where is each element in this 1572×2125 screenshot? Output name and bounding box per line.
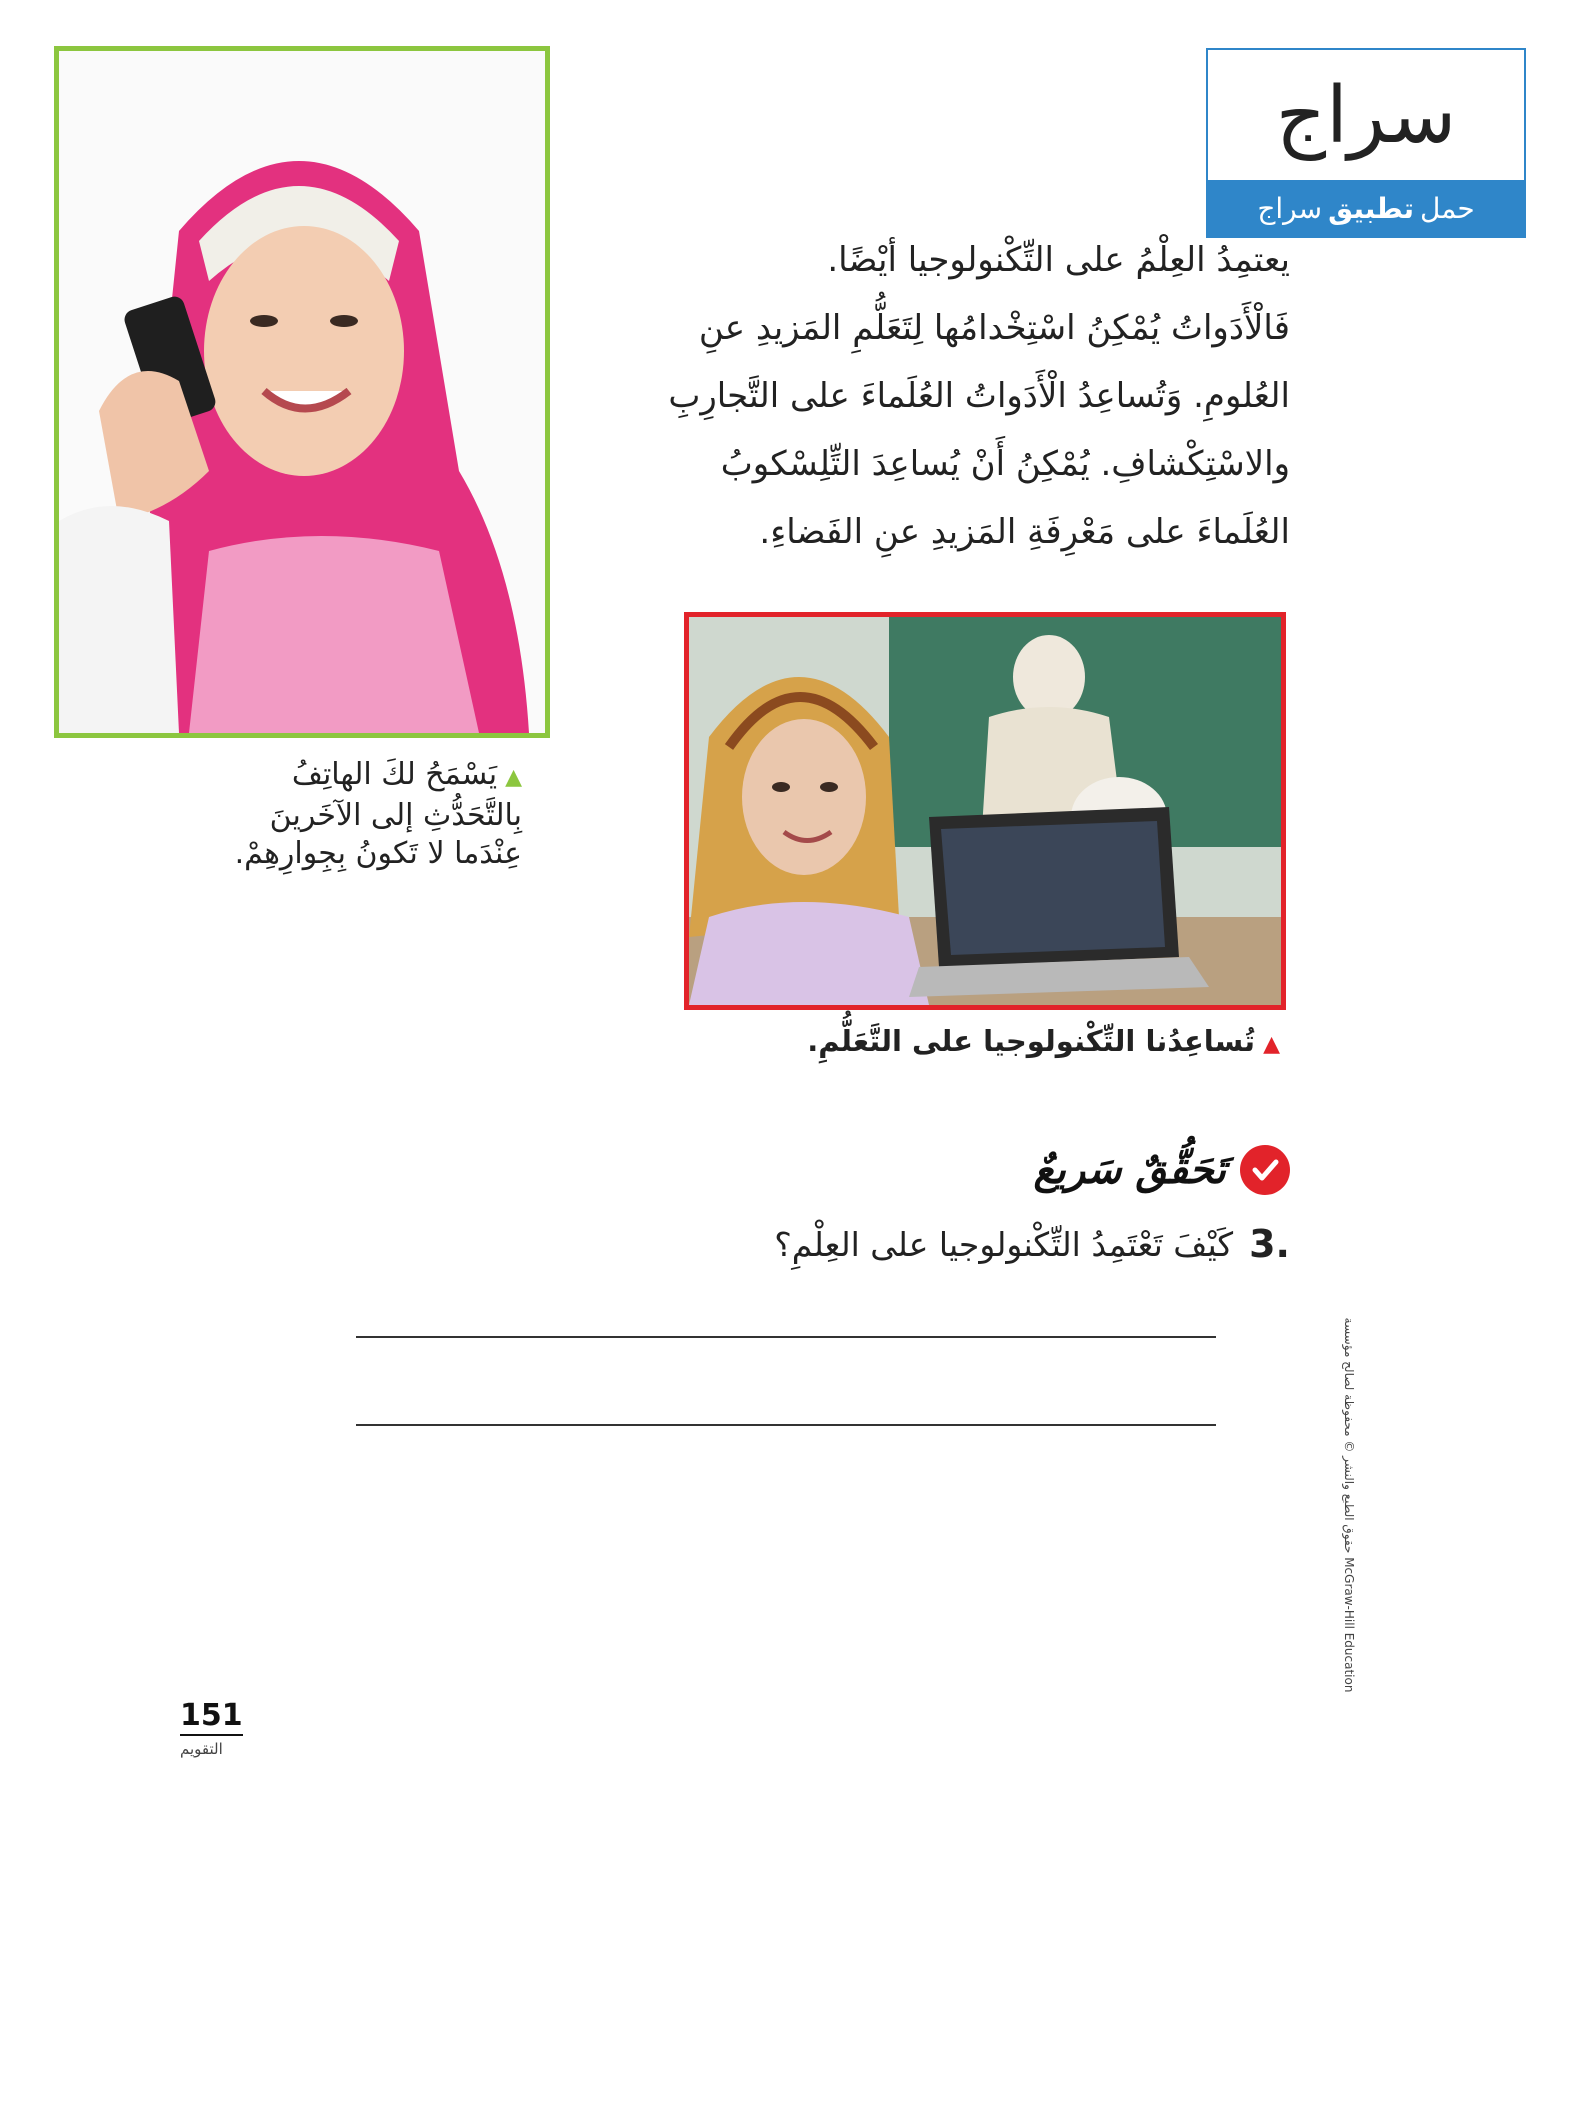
caption-line xyxy=(140,756,522,797)
paragraph-line: والاسْتِكْشافِ. يُمْكِنُ أَنْ يُساعِدَ التِّلِسْكوبُ xyxy=(720,444,1290,484)
paragraph-line: العُلومِ. وَتُساعِدُ الْأَدَواتُ العُلَماءَ على التَّجارِبِ xyxy=(668,376,1290,416)
copyright-text: حقوق الطبع والنشر © محفوظة لصالح مؤسسة McGraw-Hill Education xyxy=(1342,1317,1356,1693)
checkmark-icon xyxy=(1240,1145,1290,1195)
laptop-girl-photo xyxy=(684,612,1286,1010)
caption-text: تُساعِدُنا التِّكْنولوجيا على التَّعَلُّمِ. xyxy=(807,1024,1256,1058)
caption-text: يَسْمَحُ لكَ الهاتِفُ xyxy=(291,757,498,792)
caption-line: عِنْدَما لا تَكونُ بِجِوارِهِمْ. xyxy=(234,836,522,871)
paragraph-line: يعتمِدُ العِلْمُ على التِّكْنولوجيا أيْضًا. xyxy=(827,240,1290,280)
phone-girl-illustration xyxy=(59,51,545,733)
laptop-girl-illustration xyxy=(689,617,1281,1005)
copyright-notice xyxy=(1338,1290,1360,1720)
quick-check-title: تَحَقُّقٌ سَريعٌ xyxy=(1033,1147,1226,1193)
main-paragraph xyxy=(600,226,1290,566)
answer-line[interactable] xyxy=(356,1336,1216,1338)
answer-line[interactable] xyxy=(356,1424,1216,1426)
phone-girl-photo xyxy=(54,46,550,738)
quick-check-header xyxy=(900,1140,1290,1200)
green-triangle-icon: ▲ xyxy=(505,765,522,790)
paragraph-line: العُلَماءَ على مَعْرِفَةِ المَزيدِ عنِ الفَضاءِ. xyxy=(759,512,1290,552)
section-name: التقويم xyxy=(180,1740,223,1758)
page-footer xyxy=(180,1700,260,1758)
page-number: 151 xyxy=(180,1700,243,1736)
red-triangle-icon: ▲ xyxy=(1263,1032,1280,1057)
question-3 xyxy=(660,1214,1290,1274)
phone-caption xyxy=(140,756,522,873)
siraj-bar-suffix: سراج xyxy=(1257,191,1323,225)
siraj-bar-prefix: حمل xyxy=(1419,191,1475,225)
siraj-logo: سراج xyxy=(1275,71,1457,161)
siraj-app-badge[interactable] xyxy=(1206,48,1526,238)
siraj-bar-bold: تطبيق xyxy=(1328,191,1414,225)
question-text: كَيْفَ تَعْتَمِدُ التِّكْنولوجيا على العِلْمِ؟ xyxy=(774,1224,1234,1264)
caption-line: بِالتَّحَدُّثِ إلى الآخَرينَ xyxy=(269,798,522,833)
question-number: 3. xyxy=(1249,1222,1290,1266)
paragraph-line: فَالْأَدَواتُ يُمْكِنُ اسْتِخْدامُها لِتَعَلُّمِ المَزيدِ عنِ xyxy=(698,308,1290,348)
laptop-caption xyxy=(780,1024,1280,1058)
